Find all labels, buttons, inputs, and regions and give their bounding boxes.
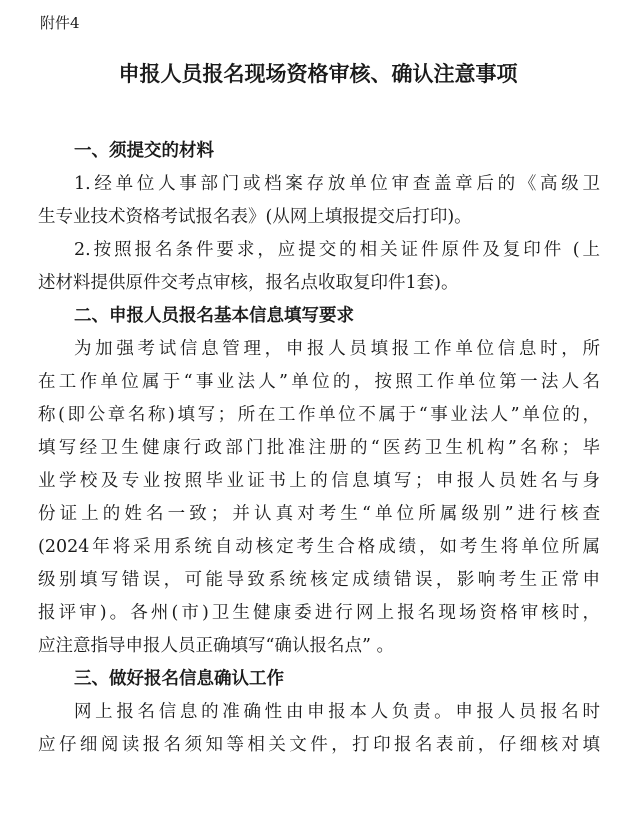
paragraph-line: 在工作单位属于“事业法人”单位的，按照工作单位第一法人名 [38,372,600,392]
paragraph-line: 网上报名信息的准确性由申报本人负责。申报人员报名时 [74,702,600,722]
paragraph-line: 1.经单位人事部门或档案存放单位审查盖章后的《高级卫 [74,174,600,194]
attachment-label: 附件4 [40,14,80,32]
paragraph-line: 份证上的姓名一致；并认真对考生“单位所属级别”进行核查 [38,504,600,524]
paragraph-line: 2.按照报名条件要求，应提交的相关证件原件及复印件 (上 [74,240,600,260]
paragraph-line: 为加强考试信息管理，申报人员填报工作单位信息时，所 [74,339,600,359]
section-heading-basic-info: 二、申报人员报名基本信息填写要求 [74,306,354,326]
paragraph-line: 应仔细阅读报名须知等相关文件，打印报名表前，仔细核对填 [38,735,600,755]
section-heading-materials: 一、须提交的材料 [74,141,214,161]
paragraph-line: 级别填写错误，可能导致系统核定成绩错误，影响考生正常申 [38,570,600,590]
paragraph-line: (2024年将采用系统自动核定考生合格成绩，如考生将单位所属 [38,537,600,557]
paragraph-line: 业学校及专业按照毕业证书上的信息填写；申报人员姓名与身 [38,471,600,491]
paragraph-line: 述材料提供原件交考点审核，报名点收取复印件1套)。 [38,273,459,293]
section-heading-confirmation: 三、做好报名信息确认工作 [74,669,284,689]
paragraph-line: 填写经卫生健康行政部门批准注册的“医药卫生机构”名称；毕 [38,438,600,458]
paragraph-line: 生专业技术资格考试报名表》(从网上填报提交后打印)。 [38,207,472,227]
document-title: 申报人员报名现场资格审核、确认注意事项 [118,62,518,86]
document-body [38,135,600,762]
paragraph-line: 称(即公章名称)填写；所在工作单位不属于“事业法人”单位的， [38,405,600,425]
paragraph-line: 报评审)。各州(市)卫生健康委进行网上报名现场资格审核时， [38,603,600,623]
paragraph-line: 应注意指导申报人员正确填写“确认报名点” 。 [38,636,394,656]
